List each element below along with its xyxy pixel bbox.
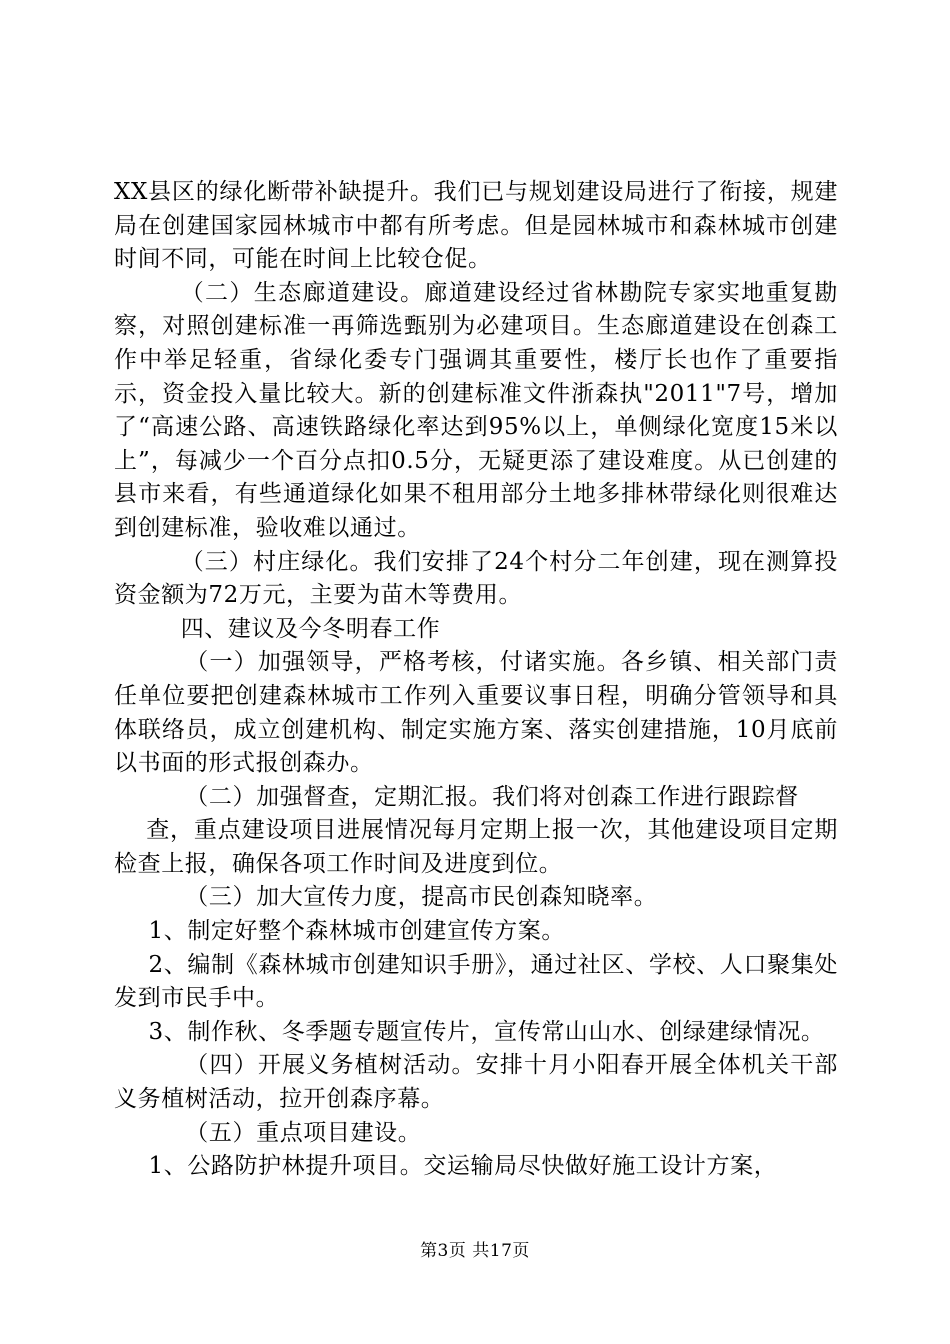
list-item-2: 2、编制《森林城市创建知识手册》，通过社区、学校、人口聚集处发到市民手中。	[114, 951, 838, 1012]
list-item-4: 1、公路防护林提升项目。交运输局尽快做好施工设计方案，	[148, 1153, 778, 1180]
paragraph-1: XX县区的绿化断带补缺提升。我们已与规划建设局进行了衔接，规建局在创建国家园林城市中都有所考虑。但是园林城市和森林城市创建时间不同，可能在时间上比较仓促。	[114, 179, 838, 273]
paragraph-13: （五）重点项目建设。	[185, 1119, 422, 1146]
paragraph-3: （三）村庄绿化。我们安排了24个村分二年创建，现在测算投资金额为72万元，主要为苗木等费用。	[114, 548, 838, 609]
paragraph-6: （二）加强督查，定期汇报。我们将对创森工作进行跟踪督	[185, 783, 799, 810]
paragraph-5: （一）加强领导，严格考核，付诸实施。各乡镇、相关部门责任单位要把创建森林城市工作列入重要议事日程，明确分管领导和具体联络员，成立创建机构、制定实施方案、落实创建措施，10月底前以书面的形式报创森办。	[114, 649, 838, 777]
paragraph-2: （二）生态廊道建设。廊道建设经过省林勘院专家实地重复勘察，对照创建标准一再筛选甄别为必建项目。生态廊道建设在创森工作中举足轻重，省绿化委专门强调其重要性，楼厅长也作了重要指示，资金投入量比较大。新的创建标准文件浙森执"2011"7号，增加了“高速公路、高速铁路绿化率达到95%以上，单侧绿化宽度15米以上”，每减少一个百分点扣0.5分，无疑更添了建设难度。从已创建的县市来看，有些通道绿化如果不租用部分土地多排林带绿化则很难达到创建标准，验收难以通过。	[114, 279, 838, 541]
paragraph-8: （三）加大宣传力度，提高市民创森知晓率。	[185, 884, 658, 911]
list-item-3: 3、制作秋、冬季题专题宣传片，宣传常山山水、创绿建绿情况。	[148, 1018, 825, 1045]
list-item-1: 1、制定好整个森林城市创建宣传方案。	[148, 918, 565, 945]
page-footer: 第3页 共17页	[420, 1241, 530, 1261]
document-body	[114, 176, 838, 1184]
paragraph-12: （四）开展义务植树活动。安排十月小阳春开展全体机关干部义务植树活动，拉开创森序幕。	[114, 1052, 838, 1113]
paragraph-7: 查，重点建设项目进展情况每月定期上报一次，其他建设项目定期检查上报，确保各项工作时间及进度到位。	[114, 817, 838, 877]
section-heading: 四、建议及今冬明春工作	[180, 615, 441, 642]
